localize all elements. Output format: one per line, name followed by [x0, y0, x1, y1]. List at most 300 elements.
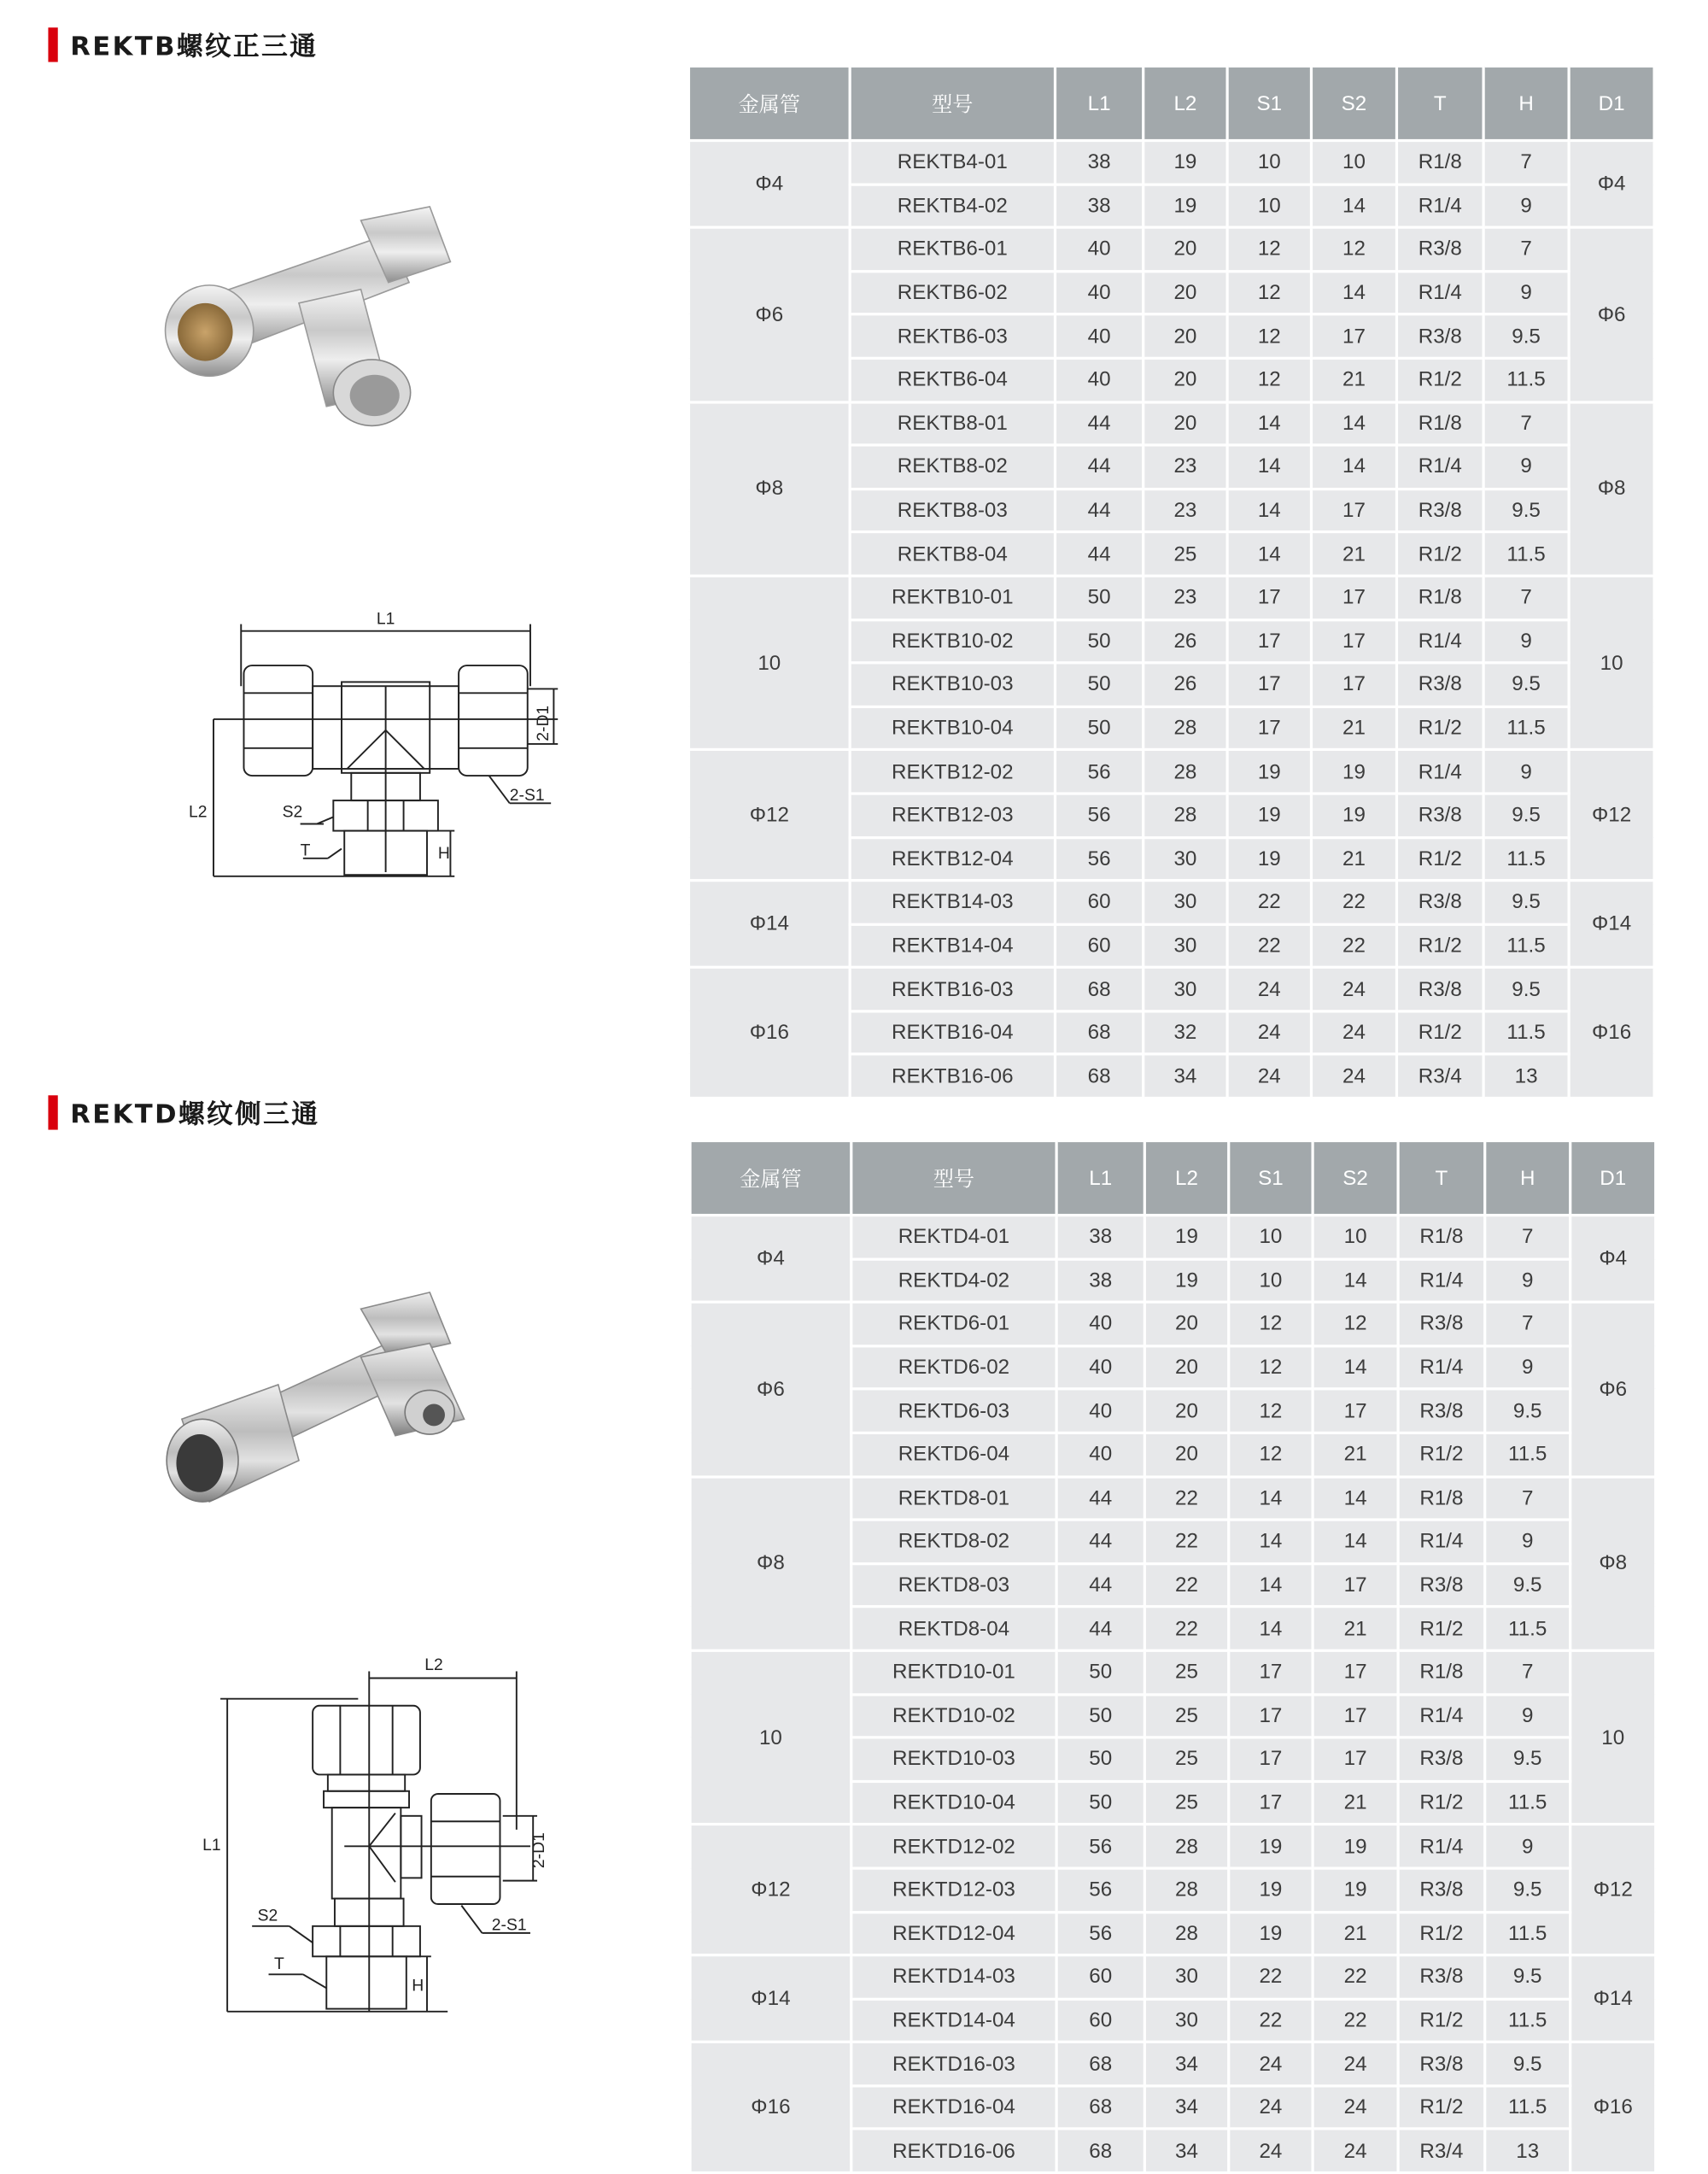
table-row [688, 576, 1654, 619]
model-cell: REKTD16-06 [851, 2130, 1056, 2173]
model-cell: REKTB12-02 [850, 750, 1055, 794]
l1-cell: 56 [1055, 837, 1143, 881]
t-cell: R3/8 [1398, 1389, 1485, 1433]
h-cell: 9 [1483, 750, 1569, 794]
l1-cell: 40 [1055, 314, 1143, 358]
model-cell: REKTB6-04 [850, 358, 1055, 401]
model-cell: REKTB10-03 [850, 663, 1055, 706]
s1-cell: 19 [1227, 750, 1311, 794]
column-header-h: H [1485, 1140, 1571, 1215]
t-cell: R3/4 [1396, 1055, 1483, 1099]
model-cell: REKTB8-04 [850, 532, 1055, 576]
h-cell: 9.5 [1485, 1389, 1571, 1433]
model-cell: REKTD8-01 [851, 1476, 1056, 1520]
h-cell: 11.5 [1483, 706, 1569, 750]
l2-cell: 20 [1144, 401, 1227, 445]
model-cell: REKTD6-01 [851, 1302, 1056, 1345]
l2-cell: 23 [1144, 489, 1227, 532]
l1-cell: 44 [1056, 1520, 1144, 1563]
h-cell: 7 [1485, 1650, 1571, 1694]
s2-cell: 24 [1311, 968, 1396, 1011]
column-header-t: T [1398, 1140, 1485, 1215]
model-cell: REKTD14-04 [851, 1999, 1056, 2042]
column-header-l2: L2 [1144, 1140, 1228, 1215]
h-cell: 7 [1485, 1476, 1571, 1520]
l1-cell: 44 [1055, 489, 1143, 532]
tube-size-cell: Φ16 [690, 2042, 851, 2173]
model-cell: REKTB16-03 [850, 968, 1055, 1011]
s2-cell: 17 [1311, 489, 1396, 532]
s1-cell: 17 [1229, 1781, 1313, 1825]
column-header-h: H [1483, 66, 1569, 140]
model-cell: REKTB8-03 [850, 489, 1055, 532]
t-cell: R3/8 [1396, 489, 1483, 532]
l2-cell: 34 [1144, 2130, 1228, 2173]
tube-size-cell: Φ6 [690, 1302, 851, 1476]
s1-cell: 17 [1227, 706, 1311, 750]
l1-cell: 50 [1055, 706, 1143, 750]
l1-cell: 44 [1055, 445, 1143, 489]
label-l1: L1 [202, 1836, 221, 1855]
s2-cell: 19 [1311, 750, 1396, 794]
l2-cell: 30 [1144, 1955, 1228, 1999]
tee-body [166, 207, 451, 425]
h-cell: 7 [1485, 1302, 1571, 1345]
l2-cell: 26 [1144, 619, 1227, 663]
s2-cell: 21 [1313, 1912, 1398, 1955]
t-cell: R1/8 [1396, 576, 1483, 619]
table-row [688, 141, 1654, 185]
s2-cell: 21 [1313, 1781, 1398, 1825]
tube-size-cell: 10 [690, 1650, 851, 1825]
section-title-rektd [48, 1095, 319, 1128]
tube-size-cell: Φ6 [688, 227, 850, 401]
h-cell: 9.5 [1483, 489, 1569, 532]
s2-cell: 10 [1311, 141, 1396, 185]
l1-cell: 40 [1056, 1389, 1144, 1433]
h-cell: 9.5 [1483, 881, 1569, 924]
s2-cell: 24 [1313, 2130, 1398, 2173]
l2-cell: 28 [1144, 1912, 1228, 1955]
table-row [688, 750, 1654, 794]
s2-cell: 24 [1311, 1011, 1396, 1055]
model-cell: REKTB6-01 [850, 227, 1055, 271]
h-cell: 11.5 [1485, 1912, 1571, 1955]
table-row [690, 1825, 1656, 1868]
s1-cell: 19 [1229, 1912, 1313, 1955]
t-cell: R3/8 [1396, 881, 1483, 924]
t-cell: R3/8 [1396, 314, 1483, 358]
label-t: T [273, 1954, 284, 1973]
model-cell: REKTD8-02 [851, 1520, 1056, 1563]
column-header-s2: S2 [1311, 66, 1396, 140]
l2-cell: 20 [1144, 1433, 1228, 1476]
s2-cell: 24 [1313, 2086, 1398, 2130]
s2-cell: 14 [1311, 271, 1396, 314]
l1-cell: 40 [1056, 1433, 1144, 1476]
t-cell: R1/2 [1398, 1433, 1485, 1476]
h-cell: 9.5 [1485, 1563, 1571, 1607]
h-cell: 7 [1483, 401, 1569, 445]
s2-cell: 21 [1313, 1433, 1398, 1476]
s2-cell: 19 [1313, 1868, 1398, 1912]
l1-cell: 44 [1056, 1563, 1144, 1607]
t-cell: R1/8 [1398, 1216, 1485, 1259]
h-cell: 11.5 [1483, 837, 1569, 881]
t-cell: R3/8 [1396, 968, 1483, 1011]
h-cell: 11.5 [1485, 2086, 1571, 2130]
s1-cell: 10 [1227, 184, 1311, 227]
s2-cell: 17 [1311, 314, 1396, 358]
s1-cell: 14 [1229, 1476, 1313, 1520]
l2-cell: 30 [1144, 924, 1227, 968]
model-cell: REKTD16-04 [851, 2086, 1056, 2130]
s2-cell: 24 [1311, 1055, 1396, 1099]
dimension-drawing-rektb [179, 603, 579, 893]
model-cell: REKTB4-02 [850, 184, 1055, 227]
l1-cell: 50 [1056, 1694, 1144, 1737]
tube-size-cell: Φ14 [688, 881, 850, 968]
d1-size-cell: Φ6 [1569, 227, 1654, 401]
l2-cell: 28 [1144, 794, 1227, 837]
model-cell: REKTD8-04 [851, 1607, 1056, 1650]
l2-cell: 23 [1144, 445, 1227, 489]
s1-cell: 17 [1229, 1737, 1313, 1781]
h-cell: 13 [1485, 2130, 1571, 2173]
l2-cell: 28 [1144, 1868, 1228, 1912]
h-cell: 11.5 [1483, 1011, 1569, 1055]
d1-size-cell: Φ6 [1571, 1302, 1656, 1476]
column-header-t: T [1396, 66, 1483, 140]
table-row [688, 881, 1654, 924]
s1-cell: 17 [1229, 1694, 1313, 1737]
l2-cell: 30 [1144, 881, 1227, 924]
l2-cell: 19 [1144, 141, 1227, 185]
label-s2: S2 [257, 1906, 278, 1925]
t-cell: R1/4 [1398, 1825, 1485, 1868]
s1-cell: 24 [1227, 1011, 1311, 1055]
tube-size-cell: Φ4 [690, 1216, 851, 1303]
section-title-rektb [48, 27, 318, 61]
header-row [690, 1140, 1656, 1215]
l2-cell: 26 [1144, 663, 1227, 706]
model-cell: REKTB10-02 [850, 619, 1055, 663]
t-cell: R1/4 [1396, 750, 1483, 794]
t-cell: R1/4 [1396, 619, 1483, 663]
label-2-d1: 2-D1 [529, 1832, 549, 1869]
dimension-drawing-rektd [186, 1650, 586, 2022]
h-cell: 9.5 [1483, 968, 1569, 1011]
h-cell: 11.5 [1485, 1607, 1571, 1650]
s1-cell: 19 [1229, 1825, 1313, 1868]
h-cell: 9 [1485, 1825, 1571, 1868]
table-row [690, 1476, 1656, 1520]
l1-cell: 44 [1055, 401, 1143, 445]
t-cell: R3/4 [1398, 2130, 1485, 2173]
s2-cell: 22 [1311, 881, 1396, 924]
t-cell: R3/8 [1398, 1868, 1485, 1912]
l1-cell: 44 [1056, 1476, 1144, 1520]
s1-cell: 19 [1229, 1868, 1313, 1912]
model-cell: REKTB16-06 [850, 1055, 1055, 1099]
s2-cell: 17 [1311, 619, 1396, 663]
s1-cell: 12 [1227, 271, 1311, 314]
l2-cell: 22 [1144, 1607, 1228, 1650]
s2-cell: 14 [1313, 1259, 1398, 1303]
s2-cell: 21 [1311, 706, 1396, 750]
label-h: H [437, 843, 450, 863]
l2-cell: 19 [1144, 1259, 1228, 1303]
l1-cell: 68 [1055, 968, 1143, 1011]
t-cell: R1/2 [1398, 1999, 1485, 2042]
l2-cell: 34 [1144, 2086, 1228, 2130]
l1-cell: 40 [1055, 358, 1143, 401]
t-cell: R1/4 [1398, 1694, 1485, 1737]
h-cell: 9 [1483, 271, 1569, 314]
l1-cell: 60 [1055, 924, 1143, 968]
l2-cell: 32 [1144, 1011, 1227, 1055]
s2-cell: 10 [1313, 1216, 1398, 1259]
t-cell: R1/8 [1396, 401, 1483, 445]
l2-cell: 20 [1144, 1345, 1228, 1389]
model-cell: REKTD10-01 [851, 1650, 1056, 1694]
tube-size-cell: Φ8 [688, 401, 850, 576]
s1-cell: 14 [1227, 532, 1311, 576]
model-cell: REKTD10-04 [851, 1781, 1056, 1825]
s2-cell: 21 [1313, 1607, 1398, 1650]
column-header-l2: L2 [1144, 66, 1227, 140]
t-cell: R1/2 [1396, 924, 1483, 968]
model-cell: REKTB6-02 [850, 271, 1055, 314]
s1-cell: 10 [1229, 1216, 1313, 1259]
s1-cell: 12 [1229, 1302, 1313, 1345]
t-cell: R3/8 [1396, 227, 1483, 271]
d1-size-cell: Φ12 [1571, 1825, 1656, 1955]
model-cell: REKTD14-03 [851, 1955, 1056, 1999]
s1-cell: 12 [1229, 1345, 1313, 1389]
label-l1: L1 [376, 609, 395, 629]
t-cell: R1/4 [1398, 1259, 1485, 1303]
model-cell: REKTB14-03 [850, 881, 1055, 924]
column-header-s2: S2 [1313, 1140, 1398, 1215]
l1-cell: 56 [1056, 1868, 1144, 1912]
l1-cell: 44 [1055, 532, 1143, 576]
s1-cell: 12 [1227, 314, 1311, 358]
s1-cell: 22 [1227, 924, 1311, 968]
s1-cell: 12 [1227, 227, 1311, 271]
l2-cell: 23 [1144, 576, 1227, 619]
t-cell: R1/4 [1398, 1345, 1485, 1389]
d1-size-cell: Φ16 [1571, 2042, 1656, 2173]
s1-cell: 14 [1229, 1563, 1313, 1607]
t-cell: R1/2 [1396, 1011, 1483, 1055]
label-2-d1: 2-D1 [533, 705, 553, 741]
s2-cell: 14 [1313, 1520, 1398, 1563]
t-cell: R1/2 [1396, 532, 1483, 576]
tube-size-cell: Φ4 [688, 141, 850, 228]
t-cell: R1/2 [1396, 837, 1483, 881]
model-cell: REKTD12-02 [851, 1825, 1056, 1868]
h-cell: 9 [1485, 1520, 1571, 1563]
h-cell: 7 [1483, 141, 1569, 185]
l2-cell: 30 [1144, 968, 1227, 1011]
s2-cell: 17 [1313, 1563, 1398, 1607]
l1-cell: 38 [1055, 184, 1143, 227]
label-l2: L2 [188, 802, 208, 822]
d1-size-cell: Φ4 [1571, 1216, 1656, 1303]
product-photo-rektd [155, 1281, 485, 1515]
l1-cell: 38 [1056, 1259, 1144, 1303]
l2-cell: 34 [1144, 1055, 1227, 1099]
table-row [690, 1650, 1656, 1694]
l1-cell: 68 [1055, 1011, 1143, 1055]
s2-cell: 17 [1313, 1737, 1398, 1781]
column-header-d1: D1 [1571, 1140, 1656, 1215]
column-header-model: 型号 [851, 1140, 1056, 1215]
t-cell: R1/4 [1396, 184, 1483, 227]
column-header-tube: 金属管 [690, 1140, 851, 1215]
l1-cell: 50 [1055, 576, 1143, 619]
l2-cell: 20 [1144, 314, 1227, 358]
l1-cell: 50 [1056, 1781, 1144, 1825]
l2-cell: 20 [1144, 358, 1227, 401]
table-row [688, 401, 1654, 445]
t-cell: R3/8 [1396, 663, 1483, 706]
label-h: H [412, 1976, 424, 1995]
model-cell: REKTB8-01 [850, 401, 1055, 445]
column-header-l1: L1 [1055, 66, 1143, 140]
s1-cell: 17 [1227, 576, 1311, 619]
s2-cell: 19 [1313, 1825, 1398, 1868]
l2-cell: 25 [1144, 1650, 1228, 1694]
s1-cell: 10 [1227, 141, 1311, 185]
s2-cell: 17 [1313, 1389, 1398, 1433]
table-row [690, 2042, 1656, 2086]
t-cell: R3/8 [1398, 1302, 1485, 1345]
model-cell: REKTD16-03 [851, 2042, 1056, 2086]
s1-cell: 24 [1229, 2086, 1313, 2130]
model-cell: REKTB8-02 [850, 445, 1055, 489]
tube-size-cell: Φ12 [690, 1825, 851, 1955]
model-cell: REKTD6-02 [851, 1345, 1056, 1389]
t-cell: R3/8 [1396, 794, 1483, 837]
s2-cell: 17 [1311, 576, 1396, 619]
l2-cell: 20 [1144, 271, 1227, 314]
h-cell: 9 [1483, 619, 1569, 663]
s2-cell: 17 [1311, 663, 1396, 706]
l1-cell: 40 [1055, 227, 1143, 271]
table-row [690, 1955, 1656, 1999]
h-cell: 9 [1483, 445, 1569, 489]
title-accent-bar [48, 1094, 57, 1128]
s1-cell: 14 [1227, 401, 1311, 445]
s1-cell: 24 [1227, 1055, 1311, 1099]
h-cell: 11.5 [1483, 924, 1569, 968]
t-cell: R1/2 [1398, 1912, 1485, 1955]
h-cell: 11.5 [1483, 358, 1569, 401]
s2-cell: 12 [1313, 1302, 1398, 1345]
d1-size-cell: 10 [1569, 576, 1654, 750]
s1-cell: 24 [1229, 2130, 1313, 2173]
model-cell: REKTD6-04 [851, 1433, 1056, 1476]
s1-cell: 22 [1227, 881, 1311, 924]
d1-size-cell: Φ8 [1571, 1476, 1656, 1650]
table-row [690, 1302, 1656, 1345]
h-cell: 7 [1485, 1216, 1571, 1259]
model-cell: REKTD8-03 [851, 1563, 1056, 1607]
l1-cell: 60 [1056, 1999, 1144, 2042]
s2-cell: 24 [1313, 2042, 1398, 2086]
l1-cell: 50 [1055, 619, 1143, 663]
h-cell: 13 [1483, 1055, 1569, 1099]
s2-cell: 14 [1313, 1345, 1398, 1389]
t-cell: R1/2 [1398, 1781, 1485, 1825]
s2-cell: 22 [1313, 1955, 1398, 1999]
t-cell: R1/2 [1398, 1607, 1485, 1650]
table-row [690, 1216, 1656, 1259]
s2-cell: 12 [1311, 227, 1396, 271]
column-header-s1: S1 [1229, 1140, 1313, 1215]
label-s2: S2 [282, 802, 303, 822]
tube-size-cell: Φ14 [690, 1955, 851, 2042]
model-cell: REKTB14-04 [850, 924, 1055, 968]
d1-size-cell: Φ16 [1569, 968, 1654, 1099]
l2-cell: 19 [1144, 184, 1227, 227]
label-2-s1: 2-S1 [491, 1915, 527, 1935]
s1-cell: 17 [1227, 619, 1311, 663]
l1-cell: 56 [1056, 1912, 1144, 1955]
h-cell: 11.5 [1483, 532, 1569, 576]
l2-cell: 28 [1144, 750, 1227, 794]
s1-cell: 14 [1227, 489, 1311, 532]
l2-cell: 28 [1144, 706, 1227, 750]
h-cell: 9.5 [1485, 2042, 1571, 2086]
l1-cell: 60 [1055, 881, 1143, 924]
t-cell: R3/8 [1398, 1563, 1485, 1607]
l2-cell: 25 [1144, 1781, 1228, 1825]
s1-cell: 10 [1229, 1259, 1313, 1303]
s2-cell: 19 [1311, 794, 1396, 837]
s2-cell: 14 [1313, 1476, 1398, 1520]
l1-cell: 56 [1055, 794, 1143, 837]
spec-table-rektb [687, 65, 1656, 1099]
label-t: T [300, 841, 311, 860]
s1-cell: 14 [1229, 1520, 1313, 1563]
model-cell: REKTB6-03 [850, 314, 1055, 358]
t-cell: R3/8 [1398, 2042, 1485, 2086]
l1-cell: 68 [1056, 2042, 1144, 2086]
section-title-text: REKTD螺纹侧三通 [70, 1099, 320, 1129]
column-header-tube: 金属管 [688, 66, 850, 140]
model-cell: REKTD4-02 [851, 1259, 1056, 1303]
h-cell: 9.5 [1485, 1868, 1571, 1912]
tube-size-cell: Φ8 [690, 1476, 851, 1650]
t-cell: R1/4 [1396, 271, 1483, 314]
s1-cell: 17 [1229, 1650, 1313, 1694]
h-cell: 7 [1483, 576, 1569, 619]
l1-cell: 56 [1056, 1825, 1144, 1868]
title-accent-bar [48, 26, 57, 61]
h-cell: 9 [1485, 1345, 1571, 1389]
l2-cell: 22 [1144, 1520, 1228, 1563]
model-cell: REKTB10-01 [850, 576, 1055, 619]
h-cell: 9.5 [1483, 663, 1569, 706]
column-header-l1: L1 [1056, 1140, 1144, 1215]
l2-cell: 20 [1144, 1302, 1228, 1345]
l2-cell: 22 [1144, 1476, 1228, 1520]
t-cell: R3/8 [1398, 1737, 1485, 1781]
s1-cell: 12 [1229, 1433, 1313, 1476]
